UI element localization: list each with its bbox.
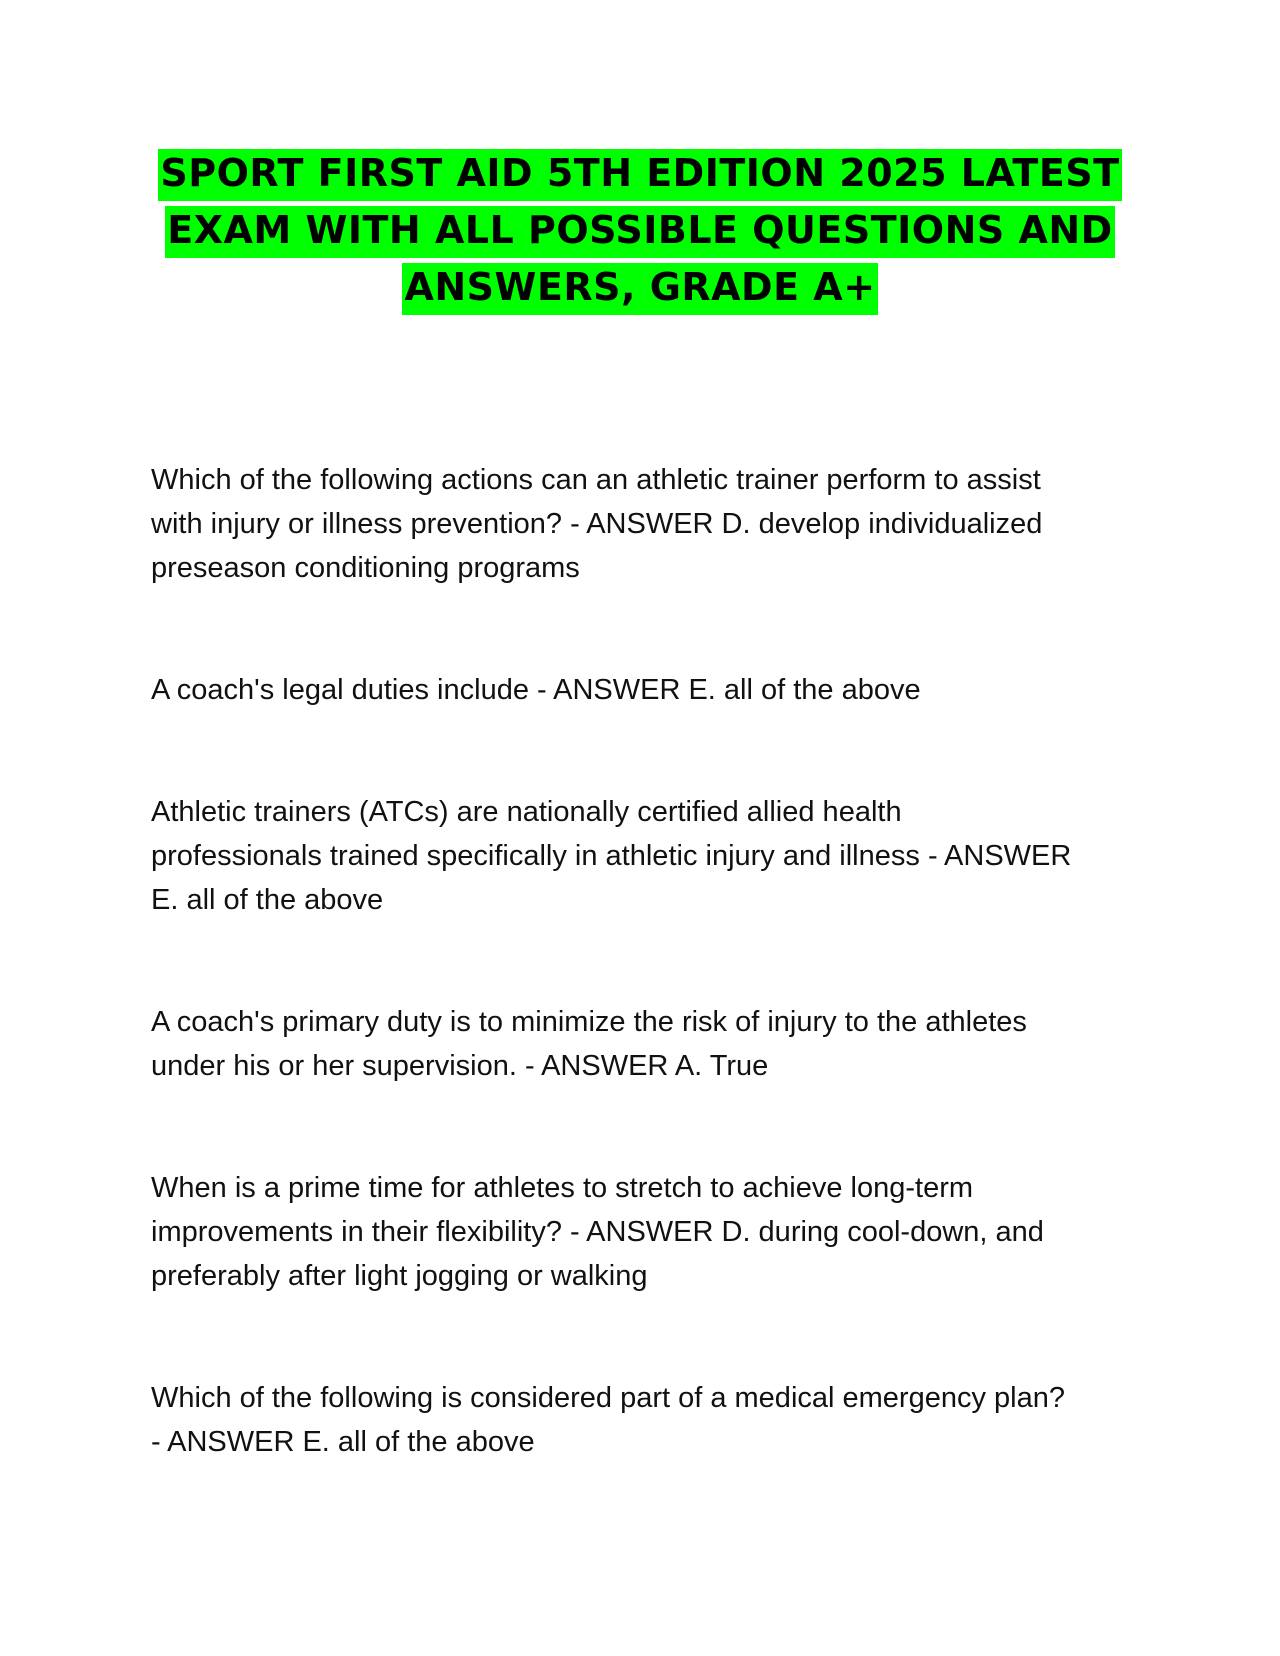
qa-item (151, 1376, 1136, 1464)
qa-item (151, 458, 1136, 590)
qa-line: - ANSWER E. all of the above (151, 1426, 535, 1458)
qa-line: When is a prime time for athletes to stretch to achieve long-term (151, 1172, 974, 1204)
qa-line: Which of the following is considered part of a medical emergency plan? (151, 1382, 1065, 1414)
qa-line: E. all of the above (151, 884, 384, 916)
qa-line: Which of the following actions can an athletic trainer perform to assist (151, 464, 1041, 496)
qa-line: improvements in their flexibility? - ANSWER D. during cool-down, and (151, 1216, 1044, 1248)
qa-line: preferably after light jogging or walking (151, 1260, 648, 1292)
highlighted-title-text: SPORT FIRST AID 5TH EDITION 2025 LATEST (158, 149, 1121, 201)
document-title (150, 145, 1130, 316)
qa-line: A coach's legal duties include - ANSWER E. all of the above (151, 674, 921, 706)
qa-line: under his or her supervision. - ANSWER A. True (151, 1050, 769, 1082)
qa-item (151, 1000, 1136, 1088)
qa-item (151, 790, 1136, 922)
highlighted-title-text: EXAM WITH ALL POSSIBLE QUESTIONS AND (165, 206, 1114, 258)
qa-item (151, 668, 1136, 712)
qa-line: with injury or illness prevention? - ANSWER D. develop individualized (151, 508, 1043, 540)
title-line (150, 202, 1130, 259)
title-line (150, 145, 1130, 202)
qa-line: Athletic trainers (ATCs) are nationally certified allied health (151, 796, 902, 828)
qa-item (151, 1166, 1136, 1298)
qa-line: preseason conditioning programs (151, 552, 580, 584)
title-line (150, 259, 1130, 316)
qa-line: A coach's primary duty is to minimize the risk of injury to the athletes (151, 1006, 1027, 1038)
question-answer-list (151, 458, 1136, 1464)
highlighted-title-text: ANSWERS, GRADE A+ (402, 263, 877, 315)
qa-line: professionals trained specifically in athletic injury and illness - ANSWER (151, 840, 1072, 872)
